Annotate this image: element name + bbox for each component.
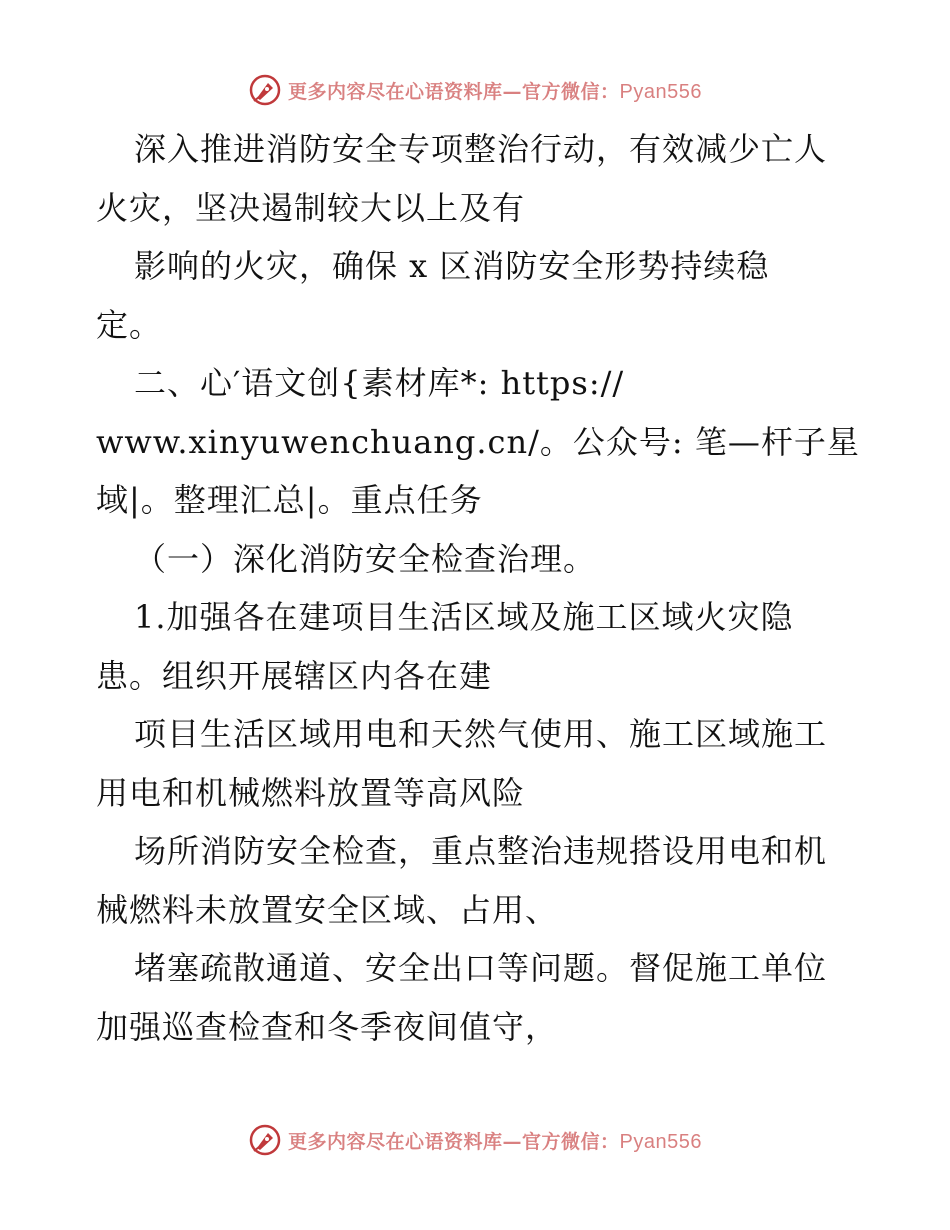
text-line: 二、心′语文创{素材库*: https://	[134, 364, 625, 402]
header-watermark	[0, 70, 950, 110]
paragraph	[96, 120, 856, 237]
text-line: 项目生活区域用电和天然气使用、施工区域施工	[134, 715, 828, 753]
paragraph	[96, 822, 856, 939]
text-line: 堵塞疏散通道、安全出口等问题。督促施工单位	[134, 949, 828, 987]
text-line: 定。	[96, 305, 163, 344]
document-body	[96, 120, 860, 1056]
watermark-text: 更多内容尽在心语资料库—官方微信：Pyan556	[288, 80, 702, 103]
subsection-heading	[96, 530, 856, 589]
text-line: 域|。整理汇总|。重点任务	[96, 481, 483, 519]
paragraph	[96, 237, 856, 354]
footer-watermark	[0, 1120, 950, 1160]
text-line: 场所消防安全检查，重点整治违规搭设用电和机	[134, 832, 828, 870]
text-line: 用电和机械燃料放置等高风险	[96, 773, 526, 812]
watermark-wechat-id: Pyan556	[619, 80, 702, 103]
paragraph	[96, 939, 856, 1056]
watermark-text: 更多内容尽在心语资料库—官方微信：Pyan556	[288, 1130, 702, 1153]
section-heading	[96, 354, 860, 530]
text-line: （一）深化消防安全检查治理。	[134, 539, 597, 578]
text-line: www.xinyuwenchuang.cn/。公众号: 笔—杆子星	[96, 422, 860, 461]
pen-nib-logo-icon	[248, 73, 282, 107]
watermark-wechat-id: Pyan556	[619, 1130, 702, 1153]
text-line: 深入推进消防安全专项整治行动，有效减少亡人	[134, 130, 828, 168]
paragraph	[96, 705, 856, 822]
paragraph	[96, 588, 856, 705]
text-line: 患。组织开展辖区内各在建	[96, 656, 493, 695]
text-line: 火灾，坚决遏制较大以上及有	[96, 188, 526, 227]
text-line: 加强巡查检查和冬季夜间值守，	[96, 1007, 559, 1046]
text-line: 械燃料未放置安全区域、占用、	[96, 890, 559, 929]
text-line: 影响的火灾，确保 x 区消防安全形势持续稳	[134, 247, 770, 285]
pen-nib-logo-icon	[248, 1123, 282, 1157]
text-line: 1.加强各在建项目生活区域及施工区域火灾隐	[134, 598, 794, 636]
